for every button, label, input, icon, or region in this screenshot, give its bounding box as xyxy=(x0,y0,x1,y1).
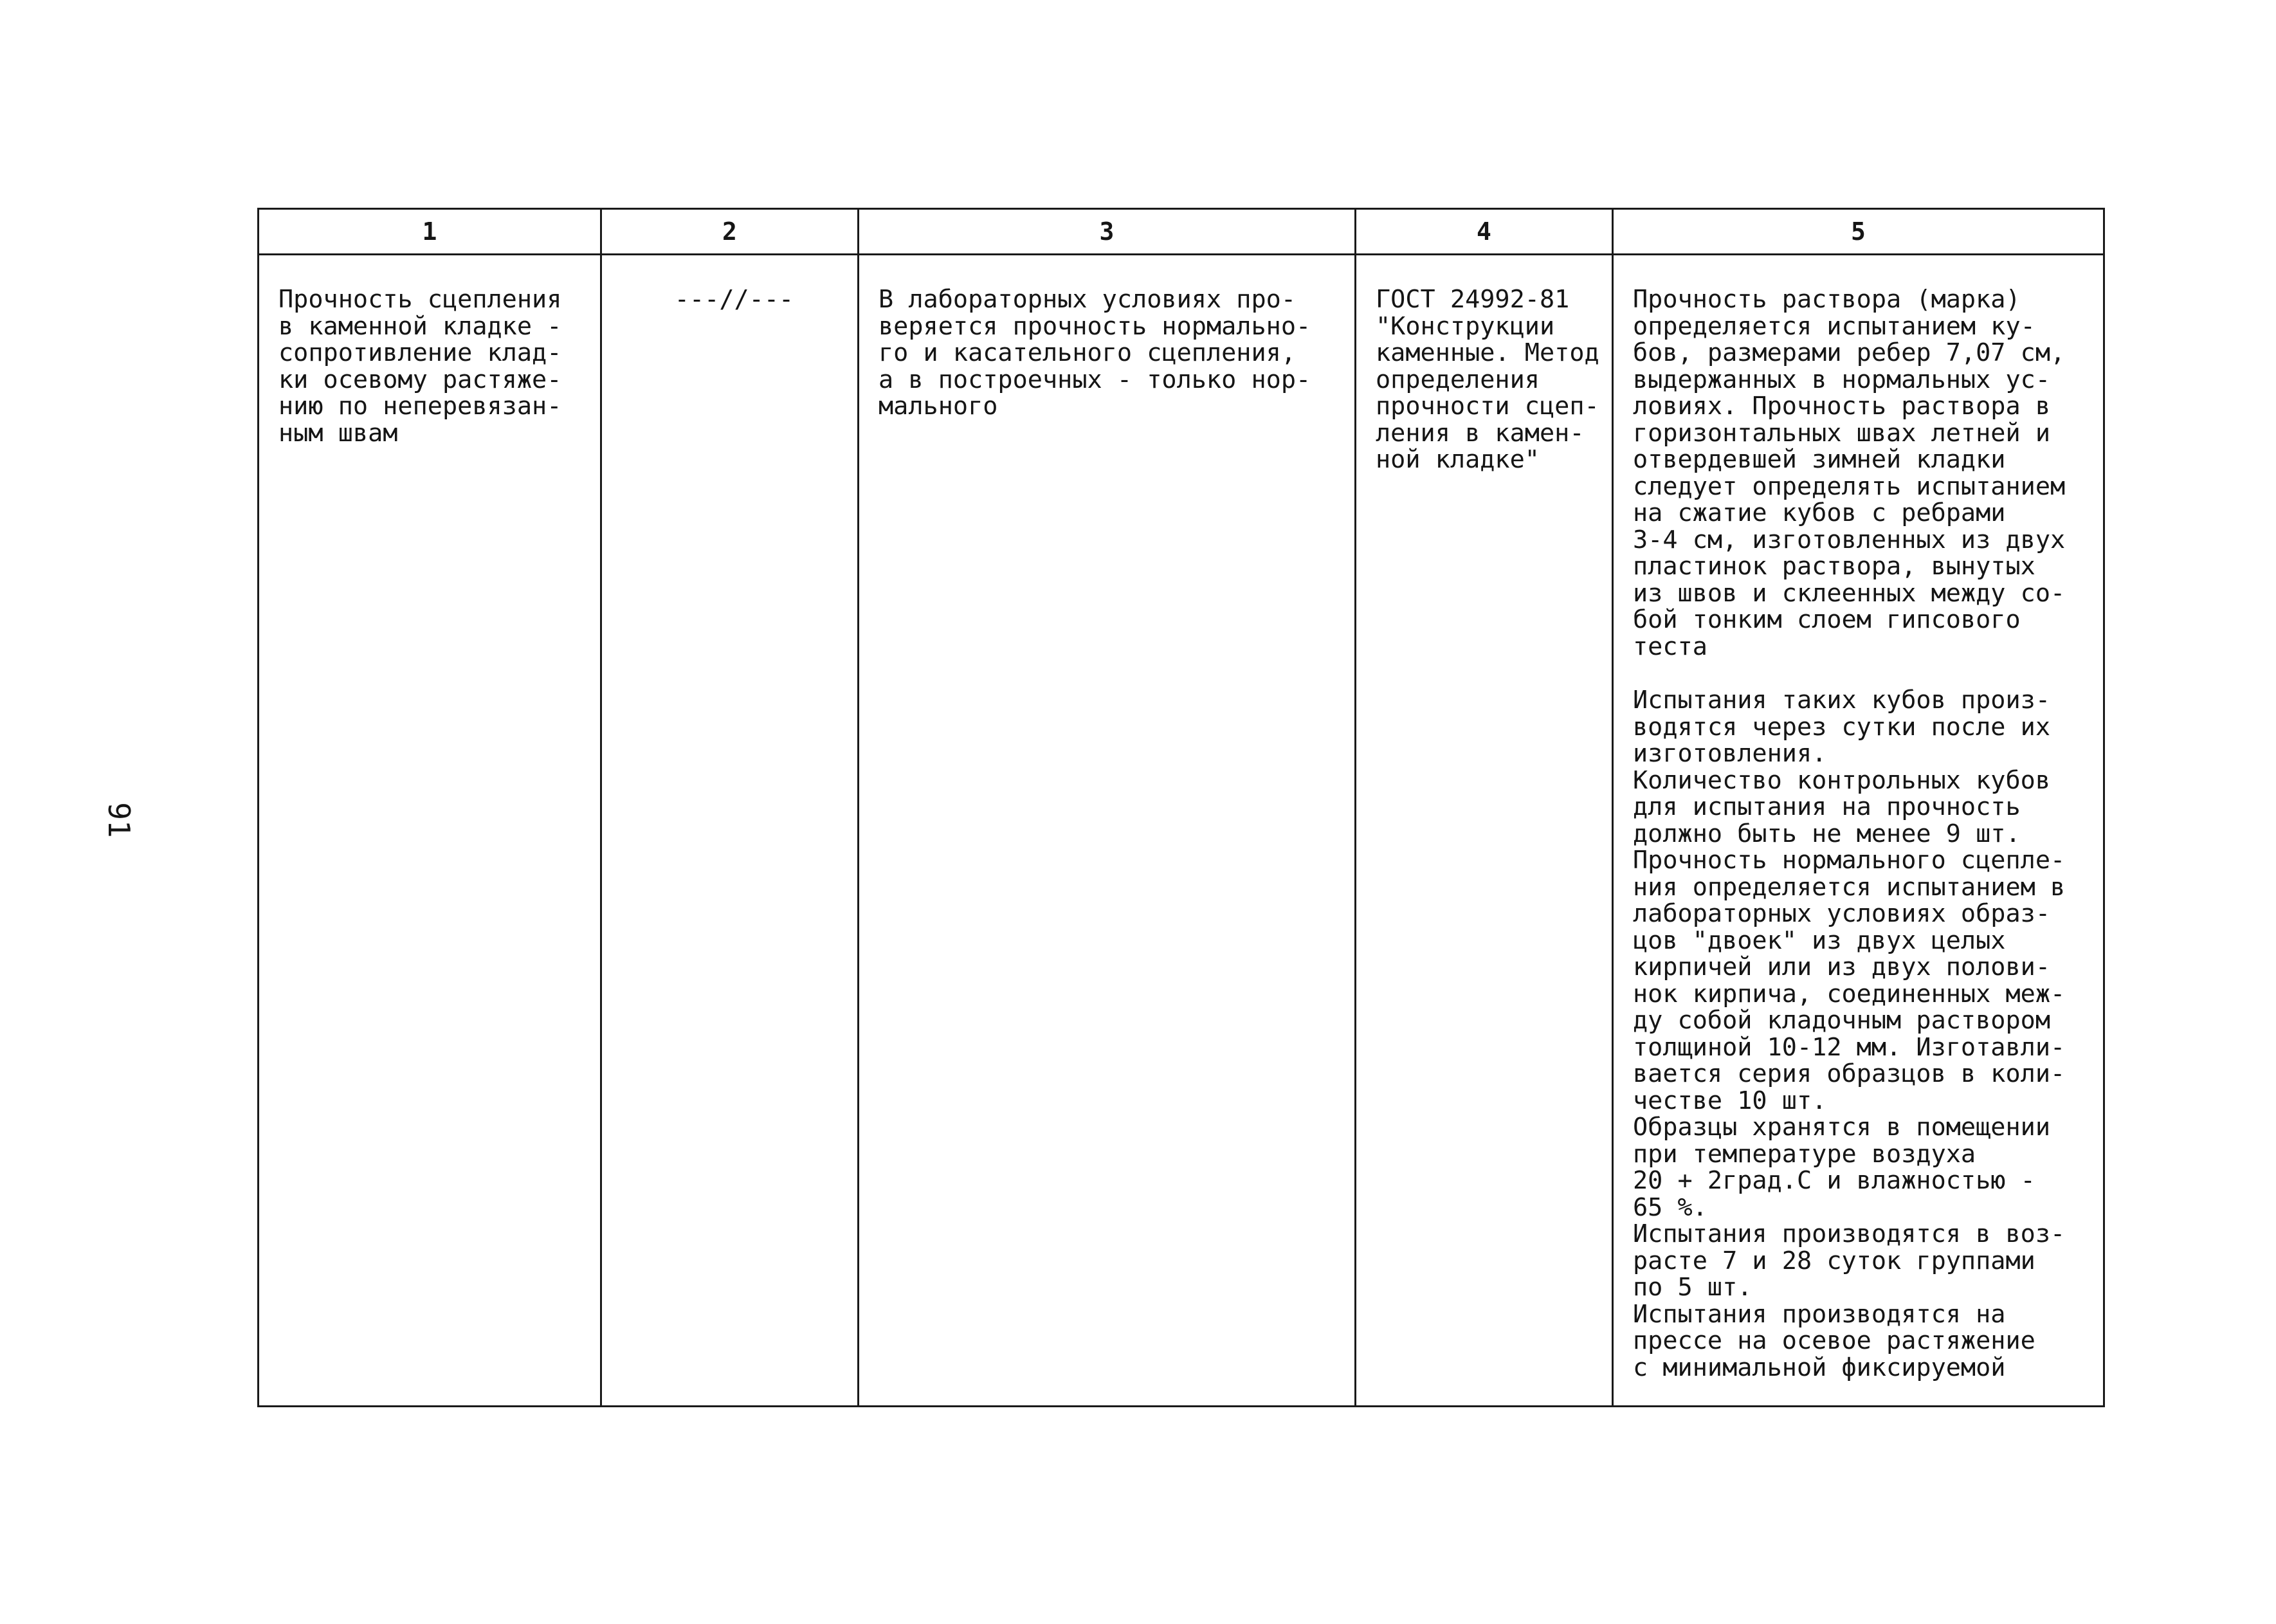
text-line: ловиях. Прочность раствора в xyxy=(1633,392,2051,421)
requirements-table xyxy=(257,208,2105,1407)
column-header-2: 2 xyxy=(601,209,859,255)
text-line: по 5 шт. xyxy=(1633,1273,1753,1302)
text-line: с минимальной фиксируемой xyxy=(1633,1353,2006,1382)
text-line: из швов и склеенных между со- xyxy=(1633,578,2066,608)
text-line: В лабораторных условиях про- xyxy=(879,285,1297,314)
text-line: расте 7 и 28 суток группами xyxy=(1633,1246,2035,1275)
cell-ditto xyxy=(601,255,859,1407)
text-line: Испытания производятся на xyxy=(1633,1299,2006,1329)
column-header-1: 1 xyxy=(259,209,601,255)
text-line: Прочность нормального сцепле- xyxy=(1633,846,2066,875)
text-line: цов "двоек" из двух целых xyxy=(1633,926,2006,955)
text-line: лабораторных условиях образ- xyxy=(1633,899,2051,928)
cell-control-method xyxy=(859,255,1356,1407)
paragraph-gap xyxy=(1633,660,2093,687)
text-line: толщиной 10-12 мм. Изготавли- xyxy=(1633,1032,2066,1062)
text-line: теста xyxy=(1633,632,1707,661)
text-line: изготовления. xyxy=(1633,739,1827,768)
text-line: ным швам xyxy=(278,418,398,448)
text-line: 65 %. xyxy=(1633,1192,1707,1222)
text-line: Количество контрольных кубов xyxy=(1633,765,2051,795)
text-line: ду собой кладочным раствором xyxy=(1633,1006,2051,1035)
table-row xyxy=(259,255,2104,1407)
text-line: выдержанных в нормальных ус- xyxy=(1633,365,2051,394)
text-line: определяется испытанием ку- xyxy=(1633,311,2035,341)
text-line: следует определять испытанием xyxy=(1633,471,2066,501)
text-line: вается серия образцов в коли- xyxy=(1633,1059,2066,1088)
text-line: "Конструкции xyxy=(1376,311,1555,341)
text-line: 20 + 2град.С и влажностью - xyxy=(1633,1166,2035,1195)
text-line: Прочность сцепления xyxy=(278,285,562,314)
text-line: го и касательного сцепления, xyxy=(879,338,1297,367)
text-line: мального xyxy=(879,392,998,421)
text-line: 3-4 см, изготовленных из двух xyxy=(1633,525,2066,554)
cell-parameter xyxy=(259,255,601,1407)
text-line: честве 10 шт. xyxy=(1633,1086,1827,1115)
text-line: для испытания на прочность xyxy=(1633,792,2021,821)
text-line: горизонтальных швах летней и xyxy=(1633,418,2051,448)
text-line: Испытания производятся в воз- xyxy=(1633,1219,2066,1248)
text-line: веряется прочность нормально- xyxy=(879,311,1311,341)
text-line: при температуре воздуха xyxy=(1633,1139,1976,1169)
text-line: ния определяется испытанием в xyxy=(1633,872,2066,902)
cell-notes xyxy=(1613,255,2104,1407)
text-line: нок кирпича, соединенных меж- xyxy=(1633,979,2066,1008)
text-line: Прочность раствора (марка) xyxy=(1633,285,2021,314)
text-line: бой тонким слоем гипсового xyxy=(1633,605,2021,634)
text-line: нию по неперевязан- xyxy=(278,392,562,421)
text-line: Образцы хранятся в помещении xyxy=(1633,1113,2051,1142)
ditto-mark: ---//--- xyxy=(674,285,794,314)
text-line: а в построечных - только нор- xyxy=(879,365,1311,394)
text-line: прессе на осевое растяжение xyxy=(1633,1326,2035,1355)
text-line: ной кладке" xyxy=(1376,445,1540,474)
column-header-4: 4 xyxy=(1356,209,1613,255)
table-header-row xyxy=(259,209,2104,255)
column-header-3: 3 xyxy=(859,209,1356,255)
text-line: на сжатие кубов с ребрами xyxy=(1633,498,2006,527)
text-line: ки осевому растяже- xyxy=(278,365,562,394)
text-line: ления в камен- xyxy=(1376,418,1585,448)
cell-standard-reference xyxy=(1356,255,1613,1407)
text-line: бов, размерами ребер 7,07 см, xyxy=(1633,338,2066,367)
text-line: должно быть не менее 9 шт. xyxy=(1633,819,2021,848)
text-line: Испытания таких кубов произ- xyxy=(1633,686,2051,715)
text-line: в каменной кладке - xyxy=(278,311,562,341)
text-line: каменные. Метод xyxy=(1376,338,1599,367)
text-line: кирпичей или из двух полови- xyxy=(1633,953,2051,981)
text-line: ГОСТ 24992-81 xyxy=(1376,285,1570,314)
text-line: прочности сцеп- xyxy=(1376,392,1599,421)
text-line: сопротивление клад- xyxy=(278,338,562,367)
page-number: 91 xyxy=(102,802,136,838)
column-header-5: 5 xyxy=(1613,209,2104,255)
text-line: пластинок раствора, вынутых xyxy=(1633,552,2035,581)
text-line: отвердевшей зимней кладки xyxy=(1633,445,2006,474)
text-line: определения xyxy=(1376,365,1540,394)
text-line: водятся через сутки после их xyxy=(1633,712,2051,742)
